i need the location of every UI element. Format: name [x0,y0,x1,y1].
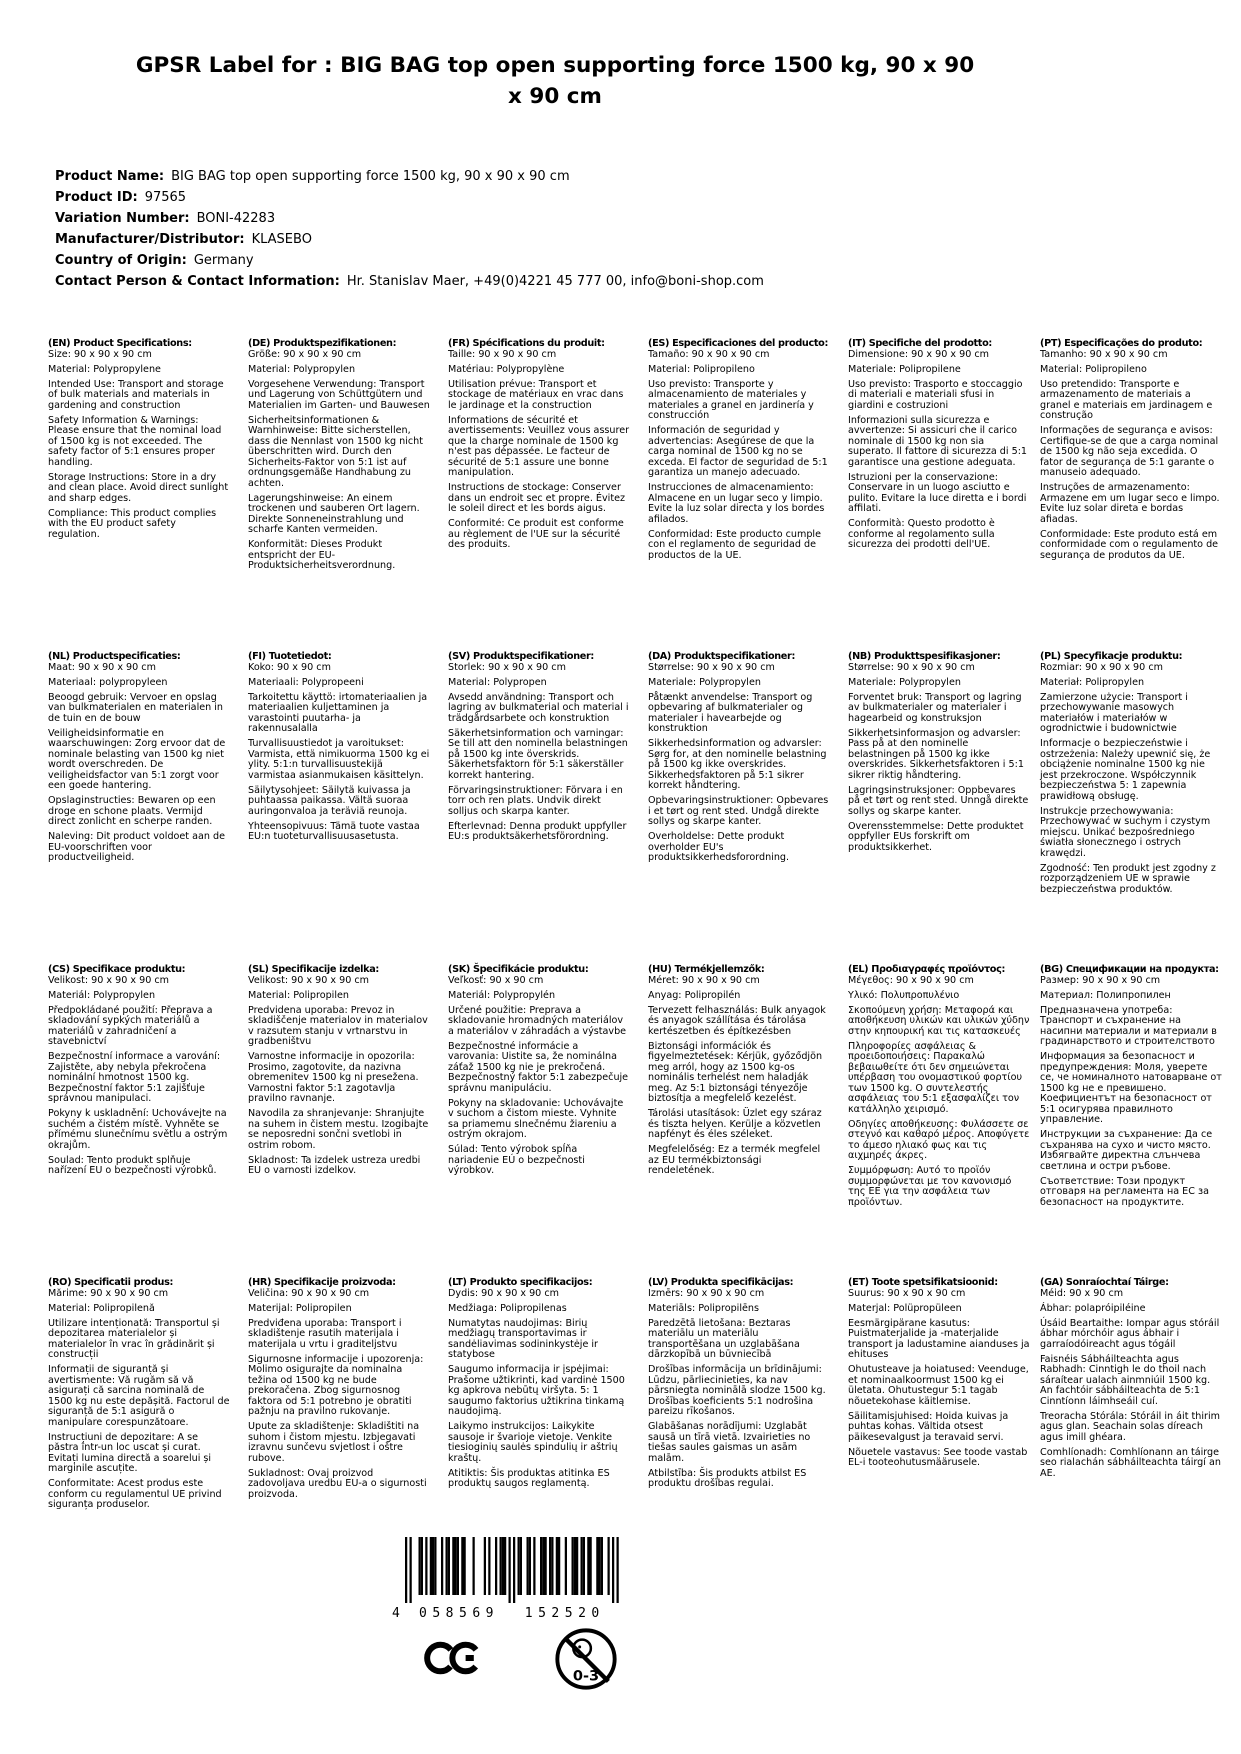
spec-compliance: Conformidad: Este producto cumple con el reglamento de seguridad de productos de la UE. [648,528,821,561]
spec-safety: Safety Information & Warnings: Please ensure that the nominal load of 1500 kg is not exceeded. The safety factor of 5:1 ensures proper handling. [48,414,222,468]
spec-size: Tamaño: 90 x 90 x 90 cm [648,348,770,360]
info-value: 97565 [144,190,187,205]
spec-intended-use: Úsáid Beartaithe: Iompar agus stóráil ábhar mórchóir agus ábhair i garraíodóireacht agus tógáil [1040,1317,1220,1350]
spec-safety: Sikkerhetsinformasjon og advarsler: Pass på at den nominelle belastningen på 1500 kg ikke overskrides. Sikkerhetsfaktoren i 5:1 sikrer riktig håndtering. [848,727,1024,781]
spec-storage: Opbevaringsinstruktioner: Opbevares i et tørt og rent sted. Undgå direkte sollys og skarpe kanter. [648,795,829,827]
spec-intended-use: Paredzētā lietošana: Beztaras materiālu un materiālu transportēšana un uzglabāšana dārzkopībā un būvniecībā [648,1317,800,1360]
spec-material: Material: Polipropileno [1040,363,1147,375]
spec-safety: Veiligheidsinformatie en waarschuwingen: Zorg ervoor dat de nominale belasting van 1500 kg niet wordt overschreden. De veiligheidsfactor van 5:1 zorgt voor een goede hantering. [48,727,226,791]
spec-size: Izmērs: 90 x 90 x 90 cm [648,1287,765,1299]
spec-safety: Faisnéis Sábháilteachta agus Rabhadh: Cinntigh le do thoil nach sáraítear ualach ainmniúil 1500 kg. An fachtóir sábháilteachta de 5:1 Cinntíonn láimhseáil cuí. [1040,1353,1211,1407]
spec-intended-use: Intended Use: Transport and storage of bulk materials and materials in gardening and construction [48,378,224,411]
spec-safety: Sicherheitsinformationen & Warnhinweise: Bitte sicherstellen, dass die Nennlast von 1500 kg nicht überschritten wird. Durch den Sicherheits-Faktor von 5:1 ist auf ordnungsgemäße Handhabung zu achten. [248,414,424,489]
spec-size: Størrelse: 90 x 90 x 90 cm [648,661,775,673]
spec-intended-use: Предназначена употреба: Транспорт и съхранение на насипни материали и материали в градинарството и строителството [1040,1004,1217,1047]
spec-compliance: Naleving: Dit product voldoet aan de EU-voorschriften voor productveiligheid. [48,831,225,863]
spec-intended-use: Uso previsto: Trasporto e stoccaggio di materiali e materiali sfusi in giardini e costruzioni [848,378,1023,411]
spec-intended-use: Určené použitie: Preprava a skladovanie hromadných materiálov a materiálov v záhradách a výstavbe [448,1004,627,1037]
spec-safety: Informações de segurança e avisos: Certifique-se de que a carga nominal de 1500 kg não seja excedida. O fator de segurança de 5:1 garante o manuseio adequado. [1040,425,1219,478]
spec-header: (DE) Produktspezifikationen: [248,338,397,349]
spec-block-el [848,965,1030,1208]
page-title-line1: GPSR Label for : BIG BAG top open supporting force 1500 kg, 90 x 90 [135,53,975,78]
spec-size: Размер: 90 x 90 x 90 cm [1040,974,1161,986]
spec-header: (NL) Productspecificaties: [48,651,181,662]
spec-header: (LV) Produkta specifikācijas: [648,1277,794,1288]
spec-safety: Informații de siguranță și avertismente: Vă rugăm să vă asigurați că sarcina nominală de 1500 kg nu este depășită. Factorul de siguranță de 5:1 asigură o manipulare corespunzătoare. [48,1364,230,1428]
spec-material: Material: Polipropileno [648,363,755,375]
spec-header: (IT) Specifiche del prodotto: [848,338,992,349]
spec-safety: Biztonsági információk és figyelmeztetések: Kérjük, győződjön meg arról, hogy az 1500 kg-os nominális terhelést nem haladják meg. Az 5:1 biztonsági tényezője biztosítja a megfelelő kezelést. [648,1040,823,1104]
spec-size: Dimensione: 90 x 90 x 90 cm [848,348,990,360]
spec-storage: Instruções de armazenamento: Armazene em um lugar seco e limpo. Evite luz solar direta e bordas afiadas. [1040,482,1220,525]
spec-safety: Ohutusteave ja hoiatused: Veenduge, et nominaalkoormust 1500 kg ei ületata. Ohutustegur 5:1 tagab nõuetekohase käitlemise. [848,1364,1029,1407]
age-warning-0-3-icon [552,1624,620,1700]
spec-storage: Navodila za shranjevanje: Shranjujte na suhem in čistem mestu. Izogibajte se neposredni sončni svetlobi in ostrim robom. [248,1108,429,1151]
spec-storage: Pokyny na skladovanie: Uchovávajte v suchom a čistom mieste. Vyhnite sa priamemu slnečnému žiareniu a ostrým okrajom. [448,1097,624,1140]
spec-size: Rozmiar: 90 x 90 x 90 cm [1040,661,1163,673]
spec-block-ro [48,1278,230,1511]
spec-block-sk [448,965,630,1177]
ean-barcode [391,1537,631,1625]
spec-header: (NB) Produkttspesifikasjoner: [848,651,1001,662]
spec-block-nl [48,652,230,864]
spec-compliance: Zgodność: Ten produkt jest zgodny z rozporządzeniem UE w sprawie bezpieczeństwa produktów. [1040,862,1216,895]
spec-header: (DA) Produktspecifikationer: [648,651,795,662]
spec-header: (FR) Spécifications du produit: [448,338,605,349]
spec-header: (PT) Especificações do produto: [1040,338,1203,349]
spec-storage: Lagringsinstruksjoner: Oppbevares på et tørt og rent sted. Unngå direkte sollys og skarpe kanter. [848,784,1029,817]
spec-compliance: Atitiktis: Šis produktas atitinka ES produktų saugos reglamentą. [448,1467,610,1489]
spec-storage: Förvaringsinstruktioner: Förvara i en torr och ren plats. Undvik direkt solljus och skarpa kanter. [448,784,623,817]
spec-material: Materijal: Polipropilen [248,1302,352,1314]
spec-block-hu [648,965,830,1177]
spec-storage: Instrucciones de almacenamiento: Almacene en un lugar seco y limpio. Evite la luz solar directa y los bordes afilados. [648,482,825,525]
spec-material: Materiaali: Polypropeeni [248,676,364,688]
spec-intended-use: Uso pretendido: Transporte e armazenamento de materiais a granel e materiais em jardinagem e construção [1040,378,1213,421]
spec-compliance: Súlad: Tento výrobok spĺňa nariadenie EÚ o bezpečnosti výrobkov. [448,1144,585,1176]
info-label: Country of Origin: [55,253,187,268]
spec-block-pt [1040,339,1222,561]
page-title-line2: x 90 cm [508,84,602,109]
spec-material: Materiale: Polipropilene [848,363,961,375]
spec-material: Anyag: Polipropilén [648,989,741,1001]
spec-safety: Informations de sécurité et avertissements: Veuillez vous assurer que la charge nominale de 1500 kg n'est pas dépassée. Le facteur de sécurité de 5:1 assure une bonne manipulation. [448,414,630,478]
spec-material: Υλικό: Πολυπροπυλένιο [848,989,960,1001]
spec-header: (GA) Sonraíochtaí Táirge: [1040,1277,1169,1288]
spec-size: Taille: 90 x 90 x 90 cm [448,348,557,360]
spec-header: (HU) Termékjellemzők: [648,964,765,975]
spec-compliance: Conformité: Ce produit est conforme au règlement de l'UE sur la sécurité des produits. [448,518,624,550]
spec-compliance: Comhlíonadh: Comhlíonann an táirge seo rialachán sábháilteachta táirgí an AE. [1040,1446,1221,1479]
info-label: Contact Person & Contact Information: [55,274,340,289]
info-row-2 [55,208,764,229]
spec-compliance: Soulad: Tento produkt splňuje nařízení EU o bezpečnosti výrobků. [48,1154,217,1176]
page-title [85,50,1025,112]
info-value: KLASEBO [251,232,312,247]
spec-size: Μέγεθος: 90 x 90 x 90 cm [848,974,974,986]
spec-intended-use: Eesmärgipärane kasutus: Puistmaterjalide ja -materjalide transport ja ladustamine aianduses ja ehituses [848,1317,1030,1360]
spec-safety: Säkerhetsinformation och varningar: Se till att den nominella belastningen på 1500 kg inte överskrids. Säkerhetsfaktorn för 5:1 säkerställer korrekt hantering. [448,727,628,781]
spec-safety: Drošības informācija un brīdinājumi: Lūdzu, pārliecinieties, ka nav pārsniegta nominālā slodze 1500 kg. Drošības koeficients 5:1 nodrošina pareizu rīkošanos. [648,1364,826,1417]
spec-material: Materiaal: polypropyleen [48,676,168,688]
spec-safety: Información de seguridad y advertencias: Asegúrese de que la carga nominal de 1500 kg no se exceda. El factor de seguridad de 5:1 garantiza un manejo adecuado. [648,425,828,478]
spec-header: (SV) Produktspecifikationer: [448,651,594,662]
spec-safety: Sikkerhedsinformation og advarsler: Sørg for, at den nominelle belastning på 1500 kg ikke overskrides. Sikkerhedsfaktoren på 5:1 sikrer korrekt håndtering. [648,738,827,791]
spec-intended-use: Numatytas naudojimas: Birių medžiagų transportavimas ir sandėliavimas sodininkystėje ir statybose [448,1317,599,1360]
spec-storage: Instrucțiuni de depozitare: A se păstra într-un loc uscat și curat. Evitați lumina directă a soarelui și marginile ascuțite. [48,1431,212,1474]
spec-material: Material: Polypropylene [48,363,161,375]
spec-material: Materiál: Polypropylén [448,989,556,1001]
spec-storage: Upute za skladištenje: Skladištiti na suhom i čistom mjestu. Izbjegavati izravnu sunčevu svjetlost i oštre rubove. [248,1421,420,1464]
spec-intended-use: Vorgesehene Verwendung: Transport und Lagerung von Schüttgütern und Materialien im Garten- und Bauwesen [248,378,430,411]
spec-header: (SL) Specifikacije izdelka: [248,964,379,975]
spec-header: (SK) Špecifikácie produktu: [448,964,589,975]
spec-storage: Instrukcje przechowywania: Przechowywać w suchym i czystym miejscu. Unikać bezpośredniego światła słonecznego i ostrych krawędzi. [1040,805,1211,859]
spec-compliance: Overensstemmelse: Dette produktet oppfyller EUs forskrift om produktsikkerhet. [848,820,1024,853]
spec-material: Ábhar: polapróipiléine [1040,1302,1146,1314]
spec-block-cs [48,965,230,1177]
info-value: Hr. Stanislav Maer, +49(0)4221 45 777 00, info@boni-shop.com [346,274,764,289]
spec-block-hr [248,1278,430,1500]
barcode-digits: 152520 [524,1606,605,1621]
spec-compliance: Conformidade: Este produto está em conformidade com o regulamento de segurança de produtos da UE. [1040,528,1219,561]
spec-compliance: Efterlevnad: Denna produkt uppfyller EU:s produktsäkerhetsförordning. [448,820,627,842]
spec-size: Velikost: 90 x 90 x 90 cm [248,974,370,986]
spec-size: Veličina: 90 x 90 x 90 cm [248,1287,370,1299]
spec-safety: Turvallisuustiedot ja varoitukset: Varmista, että nimikuorma 1500 kg ei ylity. 5:1:n turvallisuustekijä varmistaa asianmukaisen käsittelyn. [248,738,430,781]
spec-storage: Istruzioni per la conservazione: Conservare in un luogo asciutto e pulito. Evitare la luce diretta e i bordi affilati. [848,471,1027,514]
spec-intended-use: Utilisation prévue: Transport et stockage de matériaux en vrac dans le jardinage et la construction [448,378,624,411]
spec-safety: Informazioni sulla sicurezza e avvertenze: Si assicuri che il carico nominale di 1500 kg non sia superato. Il fattore di sicurezza di 5:1 garantisce una gestione adeguata. [848,414,1028,468]
spec-header: (RO) Specificatii produs: [48,1277,174,1288]
spec-intended-use: Beoogd gebruik: Vervoer en opslag van bulkmaterialen en materialen in de tuin en de bouw [48,691,224,724]
spec-compliance: Sukladnost: Ovaj proizvod zadovoljava uredbu EU-a o sigurnosti proizvoda. [248,1467,427,1500]
spec-material: Materiał: Polipropylen [1040,676,1145,688]
spec-material: Materiāls: Polipropilēns [648,1302,759,1314]
spec-compliance: Skladnost: Ta izdelek ustreza uredbi EU o varnosti izdelkov. [248,1154,421,1176]
spec-safety: Bezpečnostní informace a varování: Zajistěte, aby nebyla překročena nominální hmotnost 1500 kg. Bezpečnostní faktor 5:1 zajišťuje správnou manipulaci. [48,1051,221,1104]
spec-storage: Säilytysohjeet: Säilytä kuivassa ja puhtaassa paikassa. Vältä suoraa auringonvaloa ja teräviä reunoja. [248,784,411,817]
spec-header: (BG) Спецификации на продукта: [1040,964,1219,975]
spec-size: Velikost: 90 x 90 x 90 cm [48,974,170,986]
spec-block-pl [1040,652,1222,895]
spec-compliance: Conformitate: Acest produs este conform cu regulamentul UE privind siguranța produselor. [48,1478,222,1510]
spec-block-da [648,652,830,864]
spec-block-lt [448,1278,630,1490]
spec-header: (PL) Specyfikacje produktu: [1040,651,1183,662]
info-value: BIG BAG top open supporting force 1500 kg, 90 x 90 x 90 cm [171,169,570,184]
spec-intended-use: Predviđena uporaba: Transport i skladištenje rasutih materijala i materijala u vrtu i graditeljstvu [248,1317,402,1350]
spec-material: Materiale: Polypropylen [648,676,761,688]
spec-compliance: Megfelelőség: Ez a termék megfelel az EU termékbiztonsági rendeletének. [648,1144,821,1176]
spec-header: (LT) Produkto specifikacijos: [448,1277,593,1288]
spec-compliance: Compliance: This product complies with the EU product safety regulation. [48,507,217,540]
spec-block-sl [248,965,430,1177]
spec-material: Material: Polypropen [448,676,547,688]
spec-storage: Инструкции за съхранение: Да се съхранява на сухо и чисто място. Избягвайте директна слънчева светлина и остри ръбове. [1040,1129,1213,1172]
spec-size: Tamanho: 90 x 90 x 90 cm [1040,348,1168,360]
spec-safety: Bezpečnostné informácie a varovania: Uistite sa, že nominálna záťaž 1500 kg nie je prekročená. Bezpečnostný faktor 5:1 zabezpečuje správnu manipuláciu. [448,1040,629,1094]
spec-header: (FI) Tuotetiedot: [248,651,332,662]
spec-block-nb [848,652,1030,853]
spec-material: Материал: Полипропилен [1040,989,1171,1001]
spec-intended-use: Předpokládané použití: Přeprava a skladování sypkých materiálů a materiálů v zahradničení a stavebnictví [48,1004,213,1047]
spec-storage: Οδηγίες αποθήκευσης: Φυλάσσετε σε στεγνό και καθαρό μέρος. Αποφύγετε το άμεσο ηλιακό φως και τις αιχμηρές άκρες. [848,1118,1030,1161]
spec-block-de [248,339,430,572]
info-row-0 [55,166,764,187]
spec-safety: Varnostne informacije in opozorila: Prosimo, zagotovite, da nazivna obremenitev 1500 kg ni presežena. Varnostni faktor 5:1 zagotavlja pravilno ravnanje. [248,1051,419,1104]
spec-storage: Lagerungshinweise: An einem trockenen und sauberen Ort lagern. Direkte Sonneneinstrahlung und scharfe Kanten vermeiden. [248,492,420,535]
spec-compliance: Conformità: Questo prodotto è conforme al regolamento sulla sicurezza dei prodotti dell'UE. [848,518,995,550]
spec-storage: Storage Instructions: Store in a dry and clean place. Avoid direct sunlight and sharp edges. [48,471,229,504]
spec-size: Storlek: 90 x 90 x 90 cm [448,661,566,673]
barcode-digits: 4 [392,1606,406,1621]
spec-intended-use: Påtænkt anvendelse: Transport og opbevaring af bulkmaterialer og materialer i havearbejde og konstruktion [648,691,813,734]
spec-intended-use: Zamierzone użycie: Transport i przechowywanie masowych materiałów i materiałów w ogrodnictwie i budownictwie [1040,691,1188,734]
spec-intended-use: Tarkoitettu käyttö: irtomateriaalien ja materiaalien kuljettaminen ja varastointi puutarha- ja rakennusalalla [248,691,428,734]
info-label: Variation Number: [55,211,190,226]
spec-header: (ES) Especificaciones del producto: [648,338,828,349]
spec-material: Materiál: Polypropylen [48,989,156,1001]
spec-storage: Tárolási utasítások: Üzlet egy száraz és tiszta helyen. Kerülje a közvetlen napfényt és éles széleket. [648,1108,822,1140]
spec-material: Material: Polipropilen [248,989,349,1001]
spec-intended-use: Tervezett felhasználás: Bulk anyagok és anyagok szállítása és tárolása kertészetben és építkezésben [648,1004,826,1037]
spec-material: Materjal: Polüpropüleen [848,1302,962,1314]
spec-storage: Opslaginstructies: Bewaren op een droge en schone plaats. Vermijd direct zonlicht en scherpe randen. [48,795,216,827]
spec-material: Medžiaga: Polipropilenas [448,1302,567,1314]
spec-size: Suurus: 90 x 90 x 90 cm [848,1287,966,1299]
info-value: Germany [193,253,254,268]
info-label: Product Name: [55,169,165,184]
product-info-section [55,166,764,292]
spec-intended-use: Uso previsto: Transporte y almacenamiento de materiales y materiales a granel en jardinería y construcción [648,378,814,421]
barcode-digits: 058569 [419,1606,499,1621]
ean-barcode-svg [391,1537,631,1621]
spec-safety: Saugumo informacija ir įspėjimai: Prašome užtikrinti, kad vardinė 1500 kg apkrova nebūtų viršyta. 5: 1 saugumo faktorius užtikrina tinkamą naudojimą. [448,1364,625,1417]
spec-block-fi [248,652,430,843]
spec-intended-use: Forventet bruk: Transport og lagring av bulkmaterialer og materialer i hagearbeid og konstruksjon [848,691,1022,724]
spec-material: Material: Polipropilenă [48,1302,155,1314]
info-row-1 [55,187,764,208]
spec-header: (HR) Specifikacije proizvoda: [248,1277,396,1288]
spec-storage: Laikymo instrukcijos: Laikykite sausoje ir švarioje vietoje. Venkite tiesioginių saulės spindulių ir aštrių kraštų. [448,1421,618,1464]
spec-size: Maat: 90 x 90 x 90 cm [48,661,156,673]
spec-size: Koko: 90 x 90 cm [248,661,331,673]
spec-compliance: Konformität: Dieses Produkt entspricht der EU-Produktsicherheitsverordnung. [248,539,396,571]
info-label: Product ID: [55,190,138,205]
spec-storage: Pokyny k uskladnění: Uchovávejte na suchém a čistém místě. Vyhněte se přímému slunečnímu světlu a ostrým okrajům. [48,1108,228,1151]
spec-block-et [848,1278,1030,1469]
spec-block-es [648,339,830,561]
spec-header: (ET) Toote spetsifikatsioonid: [848,1277,998,1288]
spec-safety: Πληροφορίες ασφάλειας & προειδοποιήσεις: Παρακαλώ βεβαιωθείτε ότι δεν σημειώνεται υπέρβαση του ονομαστικού φορτίου των 1500 kg. Ο συντελεστής ασφάλειας του 5:1 εξασφαλίζει τον κατάλληλο χειρισμό. [848,1040,1022,1115]
spec-header: (CS) Specifikace produktu: [48,964,186,975]
spec-size: Size: 90 x 90 x 90 cm [48,348,152,360]
spec-block-it [848,339,1030,551]
spec-material: Materiale: Polypropylen [848,676,961,688]
spec-block-lv [648,1278,830,1490]
spec-compliance: Overholdelse: Dette produkt overholder EU's produktsikkerhedsforordning. [648,831,790,863]
info-row-4 [55,250,764,271]
spec-storage: Glabāšanas norādījumi: Uzglabāt sausā un tīrā vietā. Izvairieties no tiešas saules gaismas un asām malām. [648,1421,811,1464]
spec-header: (EN) Product Specifications: [48,338,192,349]
ce-mark-icon [424,1640,482,1680]
spec-storage: Säilitamisjuhised: Hoida kuivas ja puhtas kohas. Vältida otsest päikesevalgust ja teravaid servi. [848,1410,1009,1443]
spec-size: Méid: 90 x 90 cm [1040,1287,1124,1299]
spec-size: Méret: 90 x 90 x 90 cm [648,974,760,986]
info-row-3 [55,229,764,250]
spec-intended-use: Utilizare intenționată: Transportul și depozitarea materialelor și materialelor în vrac în grădinărit și construcții [48,1317,220,1360]
spec-safety: Sigurnosne informacije i upozorenja: Molimo osigurajte da nominalna težina od 1500 kg ne bude prekoračena. Zbog sigurnosnog faktora od 5:1 potrebno je obratiti pažnju na pravilno rukovanje. [248,1353,424,1417]
spec-compliance: Συμμόρφωση: Αυτό το προϊόν συμμορφώνεται με τον κανονισμό της ΕΕ για την ασφάλεια των προϊόντων. [848,1165,1012,1208]
spec-size: Dydis: 90 x 90 x 90 cm [448,1287,559,1299]
spec-compliance: Nõuetele vastavus: See toode vastab EL-i tooteohutusmäärusele. [848,1446,1028,1468]
spec-safety: Информация за безопасност и предупреждения: Моля, уверете се, че номиналното натоварване от 1500 kg не е превишено. Коефициентът на безопасност от 5:1 осигурява правилното управление. [1040,1051,1222,1125]
spec-header: (EL) Προδιαγραφές προϊόντος: [848,964,1006,975]
spec-block-fr [448,339,630,551]
spec-intended-use: Σκοπούμενη χρήση: Μεταφορά και αποθήκευση υλικών και υλικών χύδην στην κηπουρική και τις κατασκευές [848,1004,1030,1037]
info-value: BONI-42283 [196,211,276,226]
spec-size: Størrelse: 90 x 90 x 90 cm [848,661,975,673]
spec-compliance: Съответствие: Този продукт отговаря на регламента на ЕС за безопасност на продуктите. [1040,1175,1209,1208]
spec-material: Matériau: Polypropylène [448,363,565,375]
spec-intended-use: Predvidena uporaba: Prevoz in skladiščenje materialov in materialov v razsutem stanju v vrtnarstvu in gradbeništvu [248,1004,428,1047]
spec-size: Veľkosť: 90 x 90 cm [448,974,544,986]
info-row-5 [55,271,764,292]
spec-block-sv [448,652,630,843]
spec-size: Mărime: 90 x 90 x 90 cm [48,1287,169,1299]
info-label: Manufacturer/Distributor: [55,232,245,247]
spec-material: Material: Polypropylen [248,363,356,375]
spec-compliance: Atbilstība: Šis produkts atbilst ES produktu drošības regulai. [648,1467,807,1489]
spec-block-en [48,339,230,540]
spec-size: Größe: 90 x 90 x 90 cm [248,348,362,360]
spec-intended-use: Avsedd användning: Transport och lagring av bulkmaterial och material i trädgårdsarbete och konstruktion [448,691,629,724]
spec-safety: Informacje o bezpieczeństwie i ostrzeżenia: Należy upewnić się, że obciążenie nominalne 1500 kg nie jest przekroczone. Współczynnik bezpieczeństwa 5: 1 zapewnia prawidłową obsługę. [1040,738,1211,802]
spec-storage: Instructions de stockage: Conserver dans un endroit sec et propre. Évitez le soleil direct et les bords aigus. [448,482,626,514]
spec-block-bg [1040,965,1222,1208]
spec-compliance: Yhteensopivuus: Tämä tuote vastaa EU:n tuoteturvallisuusasetusta. [248,820,420,842]
age-warning-label: 0-3 [572,1667,600,1685]
spec-block-ga [1040,1278,1222,1479]
spec-storage: Treoracha Stórála: Stóráil in áit thirim agus glan. Seachain solas díreach agus imill ghéara. [1040,1410,1220,1443]
